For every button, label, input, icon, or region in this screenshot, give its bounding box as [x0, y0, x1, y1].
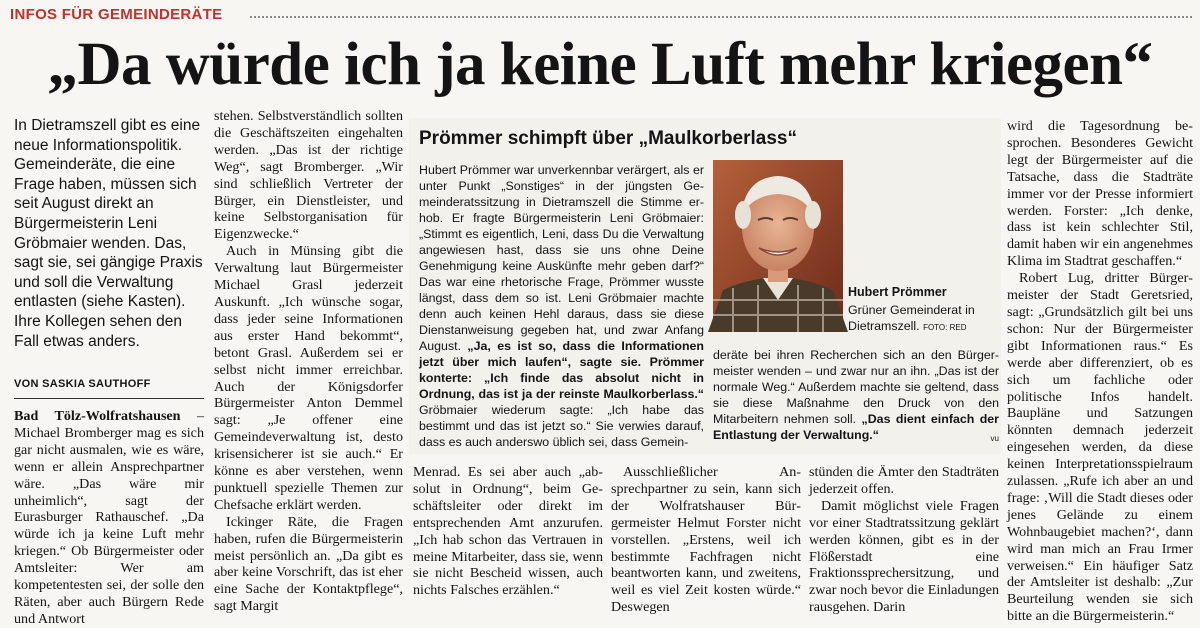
- article-column-1: [14, 408, 204, 627]
- box-text-part-1: Hubert Prömmer war unverkennbar verärgert, als er unter Punkt „Sonstiges“ in der jüngsten Gemeinderatssitzung in Dietramszell die Stimme erhob. Er fragte Bürgermeisterin Leni Gröbmaier: „Stimmt es eigentlich, Leni, dass Du die Verwaltung angewiesen hast, dass sie uns ohne Deine Genehmigung keine Auskünfte mehr geben darf?“ Das war eine rhetorische Frage, Prömmer wusste längst, dass dem so ist. Leni Gröbmaier machte denn auch keinen Hehl daraus, dass sie diese Dienstanweisung gegeben hat, und zwar Anfang August.: [419, 163, 704, 353]
- column-2-paragraph-2: Auch in Münsing gibt die Verwaltung laut Bürgermeister Michael Grasl jederzeit Auskunft. „Ich wünsche sogar, dass jeder seine Informationen aus erster Hand bekommt“, betont Grasl. Außerdem sei er selbst nicht immer erreichbar. Auch der Königsdorfer Bürgermeister Anton Demmel sagt: „Je offener eine Gemeindeverwaltung ist, desto krisensicherer ist sie auch.“ Er könne es aber verstehen, wenn punktuell spezielle Themen zur Chefsache erklärt werden.: [214, 243, 403, 513]
- article-column-6: [1007, 118, 1193, 625]
- box-text: [419, 162, 704, 450]
- column-1-paragraph: [14, 408, 204, 628]
- article-column-2: [214, 108, 403, 618]
- box-text-bold-2: „Das dient einfach der Entlastung der Verwaltung.“: [713, 412, 1000, 442]
- column-6-paragraph-1: wird die Tagesordnung besprochen. Besonderes Gewicht legt der Bürgermeister auf die Tatsache, dass die Stadträte immer vor der Presse informiert werden. Forster: „Ich denke, dass ist kein schlechter Stil, damit haben wir ein angenehmes Klima im Stadtrat geschaffen.“: [1007, 118, 1193, 270]
- headline: „Da würde ich ja keine Luft mehr kriegen“: [47, 31, 1153, 98]
- box-text-bold: „Ja, es ist so, dass die Informationen jetzt über mich laufen“, sagte sie. Prömmer konterte: „Ich finde das absolut nicht in Ordnung, das ist ja der reinste Maulkorberlass.“: [419, 339, 704, 401]
- article-column-4: [611, 464, 801, 618]
- column-4-paragraph: Ausschließlicher Ansprechpartner zu sein, kann sich der Wolfratshauser Bürgermeister Helmut Forster nicht vorstellen. „Erstens, weil ich bestimmte Fachfragen nicht beantworten kann, und zweitens, weil es viel Zeit kosten würde.“ Deswegen: [611, 464, 801, 616]
- kicker-divider: [250, 16, 1192, 18]
- column-2-paragraph-3: Ickinger Räte, die Fragen haben, rufen die Bürgermeisterin meist persönlich an. „Da gibt es aber keine Vorschrift, das ist eher eine Sache der Kontaktpflege“, sagt Margit: [214, 513, 403, 615]
- column-1-text: – Michael Bromberger mag es sich gar nicht ausmalen, wie es wäre, wenn er allein Ansprechpartner wäre. „Das wäre mir unheimlich“, sagt der Eurasburger Rathauschef. „Da würde ich ja keine Luft mehr kriegen.“ Ob Bürgermeister oder Amtsleiter: Wer am kompetentesten sei, der solle den Räten, aber auch Bürgern Rede und Antwort: [14, 408, 204, 627]
- portrait-photo: [713, 160, 843, 332]
- column-5-paragraph-2: Damit möglichst viele Fragen vor einer Stadtratssitzung geklärt werden können, gibt es in der Flößerstadt eine Fraktionssprechersitzung, und zwar noch bevor die Einladungen rausgehen. Darin: [809, 497, 999, 616]
- photo-caption: [848, 302, 998, 336]
- column-6-paragraph-2: Robert Lug, dritter Bürgermeister der Stadt Geretsried, sagt: „Grundsätzlich gilt bei uns schon: Nur der Bürgermeister gibt Informationen raus.“ Es werde aber differenziert, ob es sich um fachliche oder politische Infos handelt. Baupläne und Satzungen könnten demnach jederzeit eingesehen werden, da diese keinen Interpretationsspielraum zulassen. „Rufe ich aber an und frage: ‚Will die Stadt dieses oder jenes Gelände zu einem Wohnbaugebiet machen?‘, dann wird man mich an Frau Irmer verweisen.“ Ein häufiger Satz der Amtsleiter ist deshalb: „Zur Beurteilung wenden sie sich bitte an die Bürgermeisterin.“: [1007, 270, 1193, 625]
- column-3-paragraph: Menrad. Es sei aber auch „absolut in Ordnung“, beim Geschäftsleiter oder direkt im entsprechenden Amt anzurufen. „Ich hab schon das Vertrauen in meine Mitarbeiter, dass sie, wenn sie nicht Bescheid wissen, auch nichts Falsches erzählen.“: [413, 464, 603, 599]
- byline-divider: [14, 398, 204, 399]
- dateline: Bad Tölz-Wolfratshausen: [14, 408, 181, 424]
- box-text-continued: [713, 347, 999, 447]
- editor-mark: vu: [990, 434, 999, 443]
- box-text-part-3: deräte bei ihren Recherchen sich an den Bürgermeister wenden – und zwar nur an ihn. „Das ist der normale Weg.“ Außerdem machte sie geltend, dass sie diese Maßnahme den Druck von den Mitarbeitern nehmen soll.: [713, 348, 999, 426]
- photo-caption-text: Grüner Gemeinderat in Dietramszell.: [848, 303, 975, 333]
- column-5-paragraph-1: stünden die Ämter den Stadträten jederzeit offen.: [809, 464, 999, 497]
- photo-caption-name: Hubert Prömmer: [848, 285, 947, 299]
- article-column-5: [809, 464, 999, 618]
- column-2-paragraph-1: stehen. Selbstverständlich sollten die Geschäftszeiten eingehalten werden. „Das ist der richtige Weg“, sagt Bromberger. „Wir sind schließlich Vertreter der Bürger, ein Dienstleister, und keine Selbstorganisation für Eigenzwecke.“: [214, 108, 403, 243]
- photo-credit: FOTO: RED: [923, 323, 967, 332]
- article-column-3: [413, 464, 603, 618]
- section-kicker: INFOS FÜR GEMEINDERÄTE: [10, 6, 223, 23]
- byline: VON SASKIA SAUTHOFF: [14, 378, 151, 390]
- box-text-part-2: Gröbmaier wiederum sagte: „Ich habe das bestimmt und das ist jetzt so.“ Sie verwies darauf, dass es auch anderswo üblich sei, dass Gemein-: [419, 403, 704, 449]
- box-title: Prömmer schimpft über „Maulkorberlass“: [419, 128, 797, 149]
- lead-paragraph: In Dietramszell gibt es eine neue Informationspolitik. Gemeinderäte, die eine Frage haben, müssen sich seit August direkt an Bürgermeisterin Leni Gröbmaier wenden. Das, sagt sie, sei gängige Praxis und soll die Verwaltung entlasten (siehe Kasten). Ihre Kollegen sehen den Fall etwas anders.: [14, 117, 203, 350]
